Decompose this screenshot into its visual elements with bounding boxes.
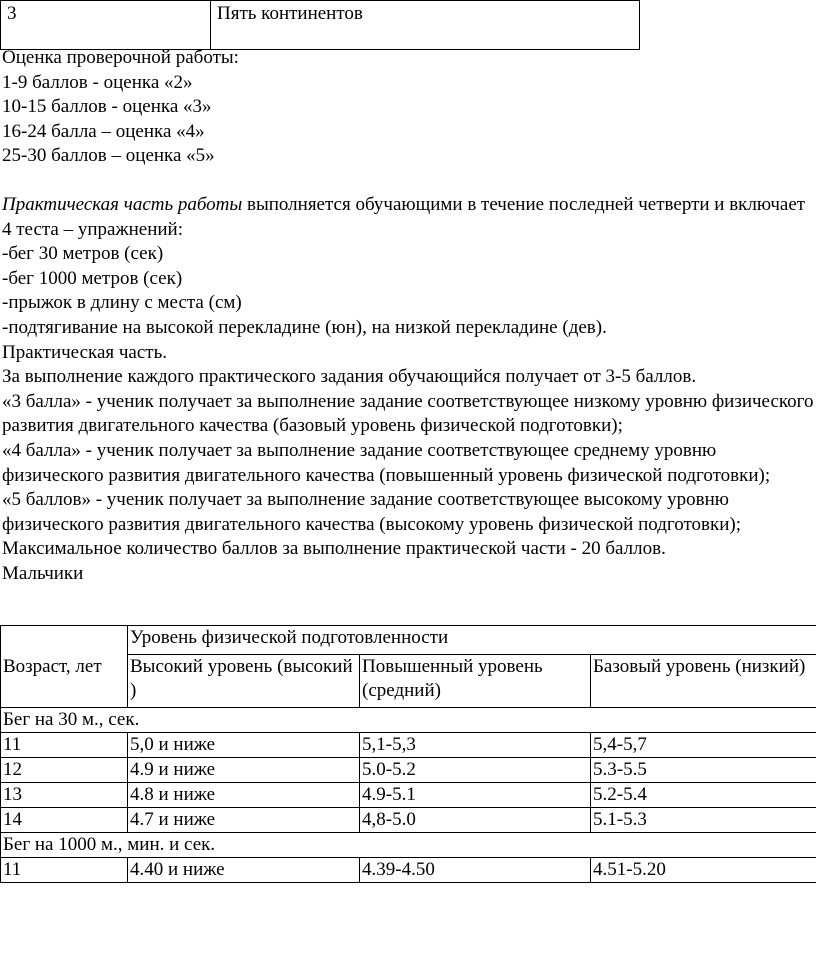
base-cell: 4.51-5.20 <box>591 858 816 883</box>
test-item: -бег 30 метров (сек) <box>2 243 164 265</box>
paragraph: «3 балла» - ученик получает за выполнение задание соответствующее низкому уровню физического развития двигательного качества (базовый уровень физической подготовки); <box>2 390 814 437</box>
age-cell: 13 <box>1 783 128 808</box>
age-header: Возраст, лет <box>1 626 128 708</box>
topic-number-cell: 3 <box>1 1 211 50</box>
high-cell: 4.40 и ниже <box>128 858 360 883</box>
level-header: Уровень физической подготовленности <box>128 626 816 655</box>
table-row <box>1 858 816 883</box>
base-cell: 5.1-5.3 <box>591 808 816 833</box>
age-cell: 11 <box>1 858 128 883</box>
paragraph: «4 балла» - ученик получает за выполнение задание соответствующее среднему уровню физического развития двигательного качества (повышенный уровень физической подготовки); <box>2 439 771 486</box>
grading-line: 10-15 баллов - оценка «3» <box>2 96 212 118</box>
section-row-1000m: Бег на 1000 м., мин. и сек. <box>1 833 816 858</box>
medium-cell: 4.39-4.50 <box>360 858 591 883</box>
paragraph: За выполнение каждого практического задания обучающийся получает от 3-5 баллов. <box>2 366 697 388</box>
group-label: Мальчики <box>2 562 84 584</box>
table-row <box>1 783 816 808</box>
medium-cell: 4.9-5.1 <box>360 783 591 808</box>
section-row-30m: Бег на 30 м., сек. <box>1 708 816 733</box>
grading-title: Оценка проверочной работы: <box>2 47 239 68</box>
high-cell: 4.9 и ниже <box>128 758 360 783</box>
practical-intro-rest: выполняется обучающими в течение последней четверти и включает 4 теста – упражнений: <box>2 193 806 240</box>
topic-table <box>0 0 640 50</box>
base-level-header: Базовый уровень (низкий) <box>591 655 816 708</box>
medium-cell: 5,1-5,3 <box>360 733 591 758</box>
age-cell: 12 <box>1 758 128 783</box>
medium-cell: 5.0-5.2 <box>360 758 591 783</box>
high-cell: 5,0 и ниже <box>128 733 360 758</box>
spacer <box>2 169 814 193</box>
table-row <box>1 733 816 758</box>
high-cell: 4.8 и ниже <box>128 783 360 808</box>
practical-intro <box>2 193 814 242</box>
age-cell: 14 <box>1 808 128 833</box>
grading-line: 1-9 баллов - оценка «2» <box>2 71 193 93</box>
medium-cell: 4,8-5.0 <box>360 808 591 833</box>
section-title: Практическая часть. <box>2 341 168 363</box>
practical-intro-italic: Практическая часть работы <box>2 193 243 215</box>
high-level-header: Высокий уровень (высокий ) <box>128 655 360 708</box>
paragraph: Максимальное количество баллов за выполнение практической части - 20 баллов. <box>2 538 666 560</box>
table-row <box>1 758 816 783</box>
document-body <box>2 46 814 586</box>
paragraph: «5 баллов» - ученик получает за выполнение задание соответствующее высокому уровню физического развития двигательного качества (высокому уровень физической подготовки); <box>2 489 741 535</box>
topic-name-cell: Пять континентов <box>211 1 640 50</box>
high-cell: 4.7 и ниже <box>128 808 360 833</box>
age-cell: 11 <box>1 733 128 758</box>
norms-table <box>0 625 816 883</box>
test-item: -прыжок в длину с места (см) <box>2 292 242 314</box>
base-cell: 5.3-5.5 <box>591 758 816 783</box>
base-cell: 5.2-5.4 <box>591 783 816 808</box>
grading-line: 25-30 баллов – оценка «5» <box>2 145 215 167</box>
test-item: -подтягивание на высокой перекладине (юн), на низкой перекладине (дев). <box>2 316 607 338</box>
table-row <box>1 808 816 833</box>
medium-level-header: Повышенный уровень (средний) <box>360 655 591 708</box>
test-item: -бег 1000 метров (сек) <box>2 267 183 289</box>
grading-line: 16-24 балла – оценка «4» <box>2 120 205 142</box>
base-cell: 5,4-5,7 <box>591 733 816 758</box>
